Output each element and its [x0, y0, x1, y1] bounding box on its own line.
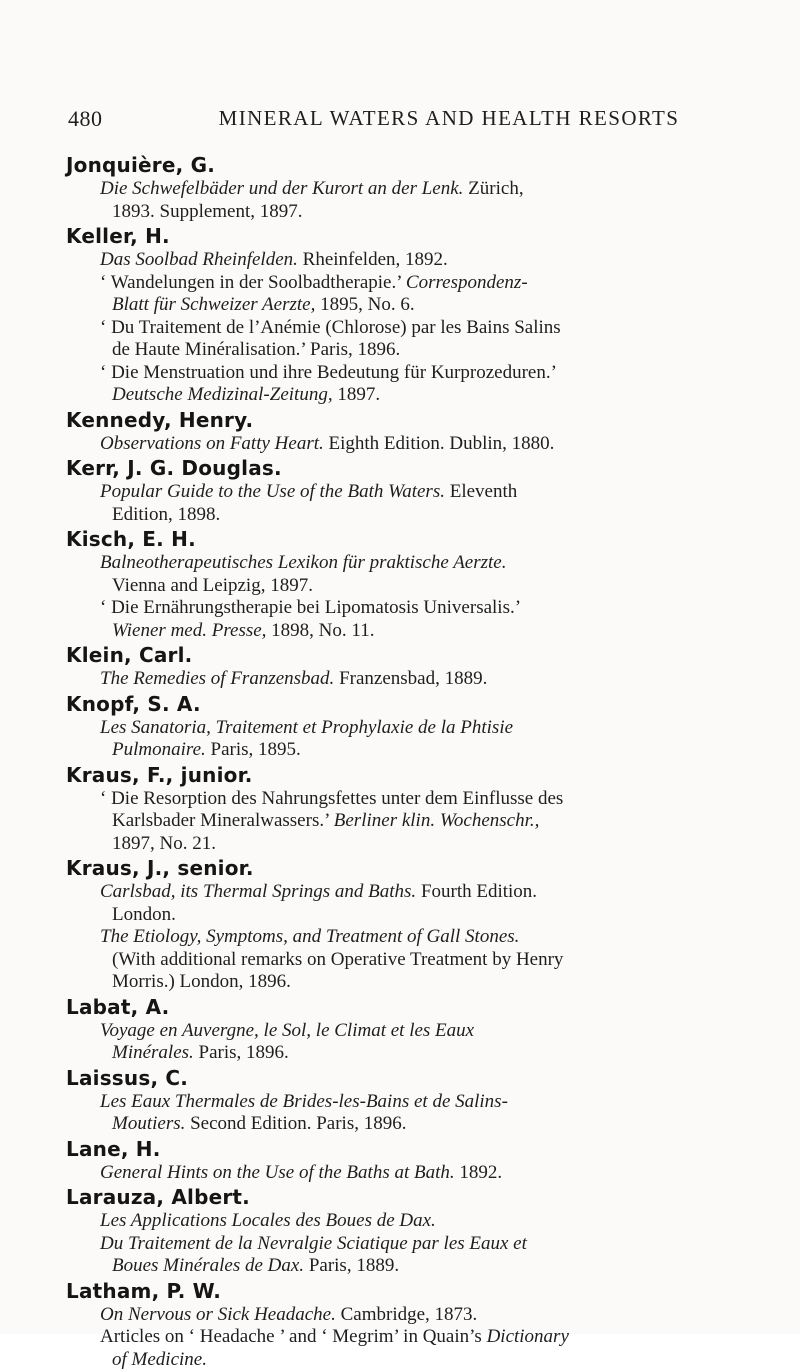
citation-text-segment: ‘ Die Ernährungstherapie bei Lipomatosis Universalis.’	[100, 597, 521, 618]
citation-line	[100, 384, 762, 407]
citation-title-segment: Voyage en Auvergne, le Sol, le Climat et les Eaux	[100, 1020, 474, 1041]
citation-line	[100, 881, 762, 904]
citation-text-segment: (With additional remarks on Operative Treatment by Henry	[112, 949, 563, 970]
citation-title-segment: Deutsche Medizinal-Zeitung,	[112, 384, 333, 405]
citation-text-segment: 1897, No. 21.	[112, 833, 216, 854]
citation-text-segment: ‘ Die Menstruation und ihre Bedeutung für Kurprozeduren.’	[100, 362, 557, 383]
citation-line	[100, 1255, 762, 1278]
citation-line	[100, 552, 762, 575]
citation-text-segment: 1892.	[455, 1162, 503, 1183]
author-name: Lane, H.	[66, 1136, 762, 1162]
author-name: Laissus, C.	[66, 1065, 762, 1091]
citation-text-segment: Edition, 1898.	[112, 504, 220, 525]
author-name: Knopf, S. A.	[66, 691, 762, 717]
citation-text-segment: Karlsbader Mineralwassers.’	[112, 810, 334, 831]
author-name: Keller, H.	[66, 223, 762, 249]
author-name: Latham, P. W.	[66, 1278, 762, 1304]
author-name: Kraus, F., junior.	[66, 762, 762, 788]
citation-text-segment: Rheinfelden, 1892.	[298, 249, 448, 270]
work-citation	[66, 552, 762, 597]
author-name: Kraus, J., senior.	[66, 855, 762, 881]
work-citation	[66, 881, 762, 926]
citation-title-segment: Popular Guide to the Use of the Bath Waters.	[100, 481, 445, 502]
citation-title-segment: The Remedies of Franzensbad.	[100, 668, 334, 689]
author-name: Larauza, Albert.	[66, 1184, 762, 1210]
work-citation	[66, 317, 762, 362]
citation-text-segment: Vienna and Leipzig, 1897.	[112, 575, 313, 596]
citation-title-segment: On Nervous or Sick Headache.	[100, 1304, 336, 1325]
citation-line	[100, 1091, 762, 1114]
bibliography-entries	[66, 152, 762, 1371]
citation-line	[100, 1162, 762, 1185]
running-title: MINERAL WATERS AND HEALTH RESORTS	[136, 106, 762, 131]
work-citation	[66, 1020, 762, 1065]
citation-title-segment: Du Traitement de la Nevralgie Sciatique par les Eaux et	[100, 1233, 527, 1254]
citation-text-segment: Paris, 1896.	[194, 1042, 289, 1063]
citation-title-segment: Balneotherapeutisches Lexikon für praktische Aerzte.	[100, 552, 506, 573]
citation-line	[100, 362, 762, 385]
author-name: Klein, Carl.	[66, 642, 762, 668]
work-citation	[66, 249, 762, 272]
author-name: Kennedy, Henry.	[66, 407, 762, 433]
citation-text-segment: 1897.	[333, 384, 381, 405]
citation-title-segment: Dictionary	[487, 1326, 569, 1347]
citation-title-segment: Boues Minérales de Dax.	[112, 1255, 304, 1276]
bibliography-entry	[66, 223, 762, 407]
citation-title-segment: Die Schwefelbäder und der Kurort an der Lenk.	[100, 178, 463, 199]
citation-text-segment: London.	[112, 904, 176, 925]
citation-title-segment: The Etiology, Symptoms, and Treatment of Gall Stones.	[100, 926, 519, 947]
work-citation	[66, 1326, 762, 1371]
bibliography-entry	[66, 855, 762, 994]
citation-line	[100, 810, 762, 833]
citation-line	[100, 201, 762, 224]
citation-title-segment: of Medicine.	[112, 1349, 207, 1370]
bibliography-entry	[66, 994, 762, 1065]
citation-title-segment: Berliner klin. Wochenschr.,	[334, 810, 540, 831]
citation-line	[100, 294, 762, 317]
citation-text-segment: 1895, No. 6.	[315, 294, 414, 315]
citation-line	[100, 717, 762, 740]
citation-line	[100, 272, 762, 295]
citation-line	[100, 481, 762, 504]
citation-text-segment: Paris, 1895.	[206, 739, 301, 760]
work-citation	[66, 481, 762, 526]
work-citation	[66, 926, 762, 994]
work-citation	[66, 272, 762, 317]
citation-line	[100, 1020, 762, 1043]
bibliography-entry	[66, 1065, 762, 1136]
citation-line	[100, 904, 762, 927]
citation-text-segment: Cambridge, 1873.	[336, 1304, 477, 1325]
citation-line	[100, 1210, 762, 1233]
citation-title-segment: Les Sanatoria, Traitement et Prophylaxie de la Phtisie	[100, 717, 513, 738]
citation-text-segment: Franzensbad, 1889.	[334, 668, 487, 689]
citation-title-segment: General Hints on the Use of the Baths at Bath.	[100, 1162, 455, 1183]
work-citation	[66, 788, 762, 856]
citation-title-segment: Pulmonaire.	[112, 739, 206, 760]
citation-line	[100, 597, 762, 620]
work-citation	[66, 178, 762, 223]
citation-line	[100, 971, 762, 994]
page-number: 480	[68, 106, 103, 132]
work-citation	[66, 1304, 762, 1327]
work-citation	[66, 717, 762, 762]
citation-text-segment: Articles on ‘ Headache ’ and ‘ Megrim’ in Quain’s	[100, 1326, 487, 1347]
citation-line	[100, 926, 762, 949]
citation-text-segment: Eighth Edition. Dublin, 1880.	[324, 433, 555, 454]
citation-line	[100, 433, 762, 456]
work-citation	[66, 433, 762, 456]
citation-text-segment: Second Edition. Paris, 1896.	[185, 1113, 406, 1134]
work-citation	[66, 1162, 762, 1185]
citation-line	[100, 788, 762, 811]
bibliography-entry	[66, 152, 762, 223]
bibliography-entry	[66, 1278, 762, 1371]
work-citation	[66, 1210, 762, 1233]
citation-line	[100, 249, 762, 272]
citation-line	[100, 1113, 762, 1136]
citation-line	[100, 668, 762, 691]
citation-title-segment: Wiener med. Presse,	[112, 620, 266, 641]
work-citation	[66, 597, 762, 642]
citation-line	[100, 1042, 762, 1065]
bibliography-entry	[66, 691, 762, 762]
citation-text-segment: 1893. Supplement, 1897.	[112, 201, 303, 222]
work-citation	[66, 362, 762, 407]
citation-text-segment: Zürich,	[463, 178, 523, 199]
author-name: Jonquière, G.	[66, 152, 762, 178]
citation-line	[100, 1304, 762, 1327]
citation-title-segment: Observations on Fatty Heart.	[100, 433, 324, 454]
running-head	[68, 106, 762, 136]
work-citation	[66, 668, 762, 691]
citation-text-segment: Eleventh	[445, 481, 517, 502]
citation-line	[100, 1233, 762, 1256]
citation-title-segment: Les Applications Locales des Boues de Dax.	[100, 1210, 436, 1231]
author-name: Kerr, J. G. Douglas.	[66, 455, 762, 481]
work-citation	[66, 1091, 762, 1136]
citation-title-segment: Das Soolbad Rheinfelden.	[100, 249, 298, 270]
citation-line	[100, 575, 762, 598]
citation-line	[100, 504, 762, 527]
citation-title-segment: Correspondenz-	[406, 272, 528, 293]
citation-text-segment: 1898, No. 11.	[266, 620, 374, 641]
citation-text-segment: Paris, 1889.	[304, 1255, 399, 1276]
citation-line	[100, 949, 762, 972]
citation-text-segment: ‘ Die Resorption des Nahrungsfettes unter dem Einflusse des	[100, 788, 563, 809]
bibliography-entry	[66, 762, 762, 856]
citation-title-segment: Les Eaux Thermales de Brides-les-Bains et de Salins-	[100, 1091, 508, 1112]
author-name: Kisch, E. H.	[66, 526, 762, 552]
citation-title-segment: Blatt für Schweizer Aerzte,	[112, 294, 315, 315]
citation-line	[100, 620, 762, 643]
author-name: Labat, A.	[66, 994, 762, 1020]
citation-line	[100, 339, 762, 362]
citation-line	[100, 833, 762, 856]
bibliography-entry	[66, 642, 762, 691]
bibliography-entry	[66, 1136, 762, 1185]
work-citation	[66, 1233, 762, 1278]
bibliography-entry	[66, 526, 762, 642]
citation-title-segment: Minérales.	[112, 1042, 194, 1063]
citation-line	[100, 1349, 762, 1371]
citation-title-segment: Moutiers.	[112, 1113, 185, 1134]
citation-title-segment: Carlsbad, its Thermal Springs and Baths.	[100, 881, 416, 902]
bibliography-entry	[66, 455, 762, 526]
citation-text-segment: Morris.) London, 1896.	[112, 971, 291, 992]
citation-line	[100, 178, 762, 201]
citation-text-segment: ‘ Wandelungen in der Soolbadtherapie.’	[100, 272, 406, 293]
citation-text-segment: de Haute Minéralisation.’ Paris, 1896.	[112, 339, 400, 360]
citation-line	[100, 739, 762, 762]
bibliography-entry	[66, 1184, 762, 1278]
citation-text-segment: ‘ Du Traitement de l’Anémie (Chlorose) par les Bains Salins	[100, 317, 561, 338]
citation-text-segment: Fourth Edition.	[416, 881, 537, 902]
citation-line	[100, 317, 762, 340]
bibliography-entry	[66, 407, 762, 456]
citation-line	[100, 1326, 762, 1349]
